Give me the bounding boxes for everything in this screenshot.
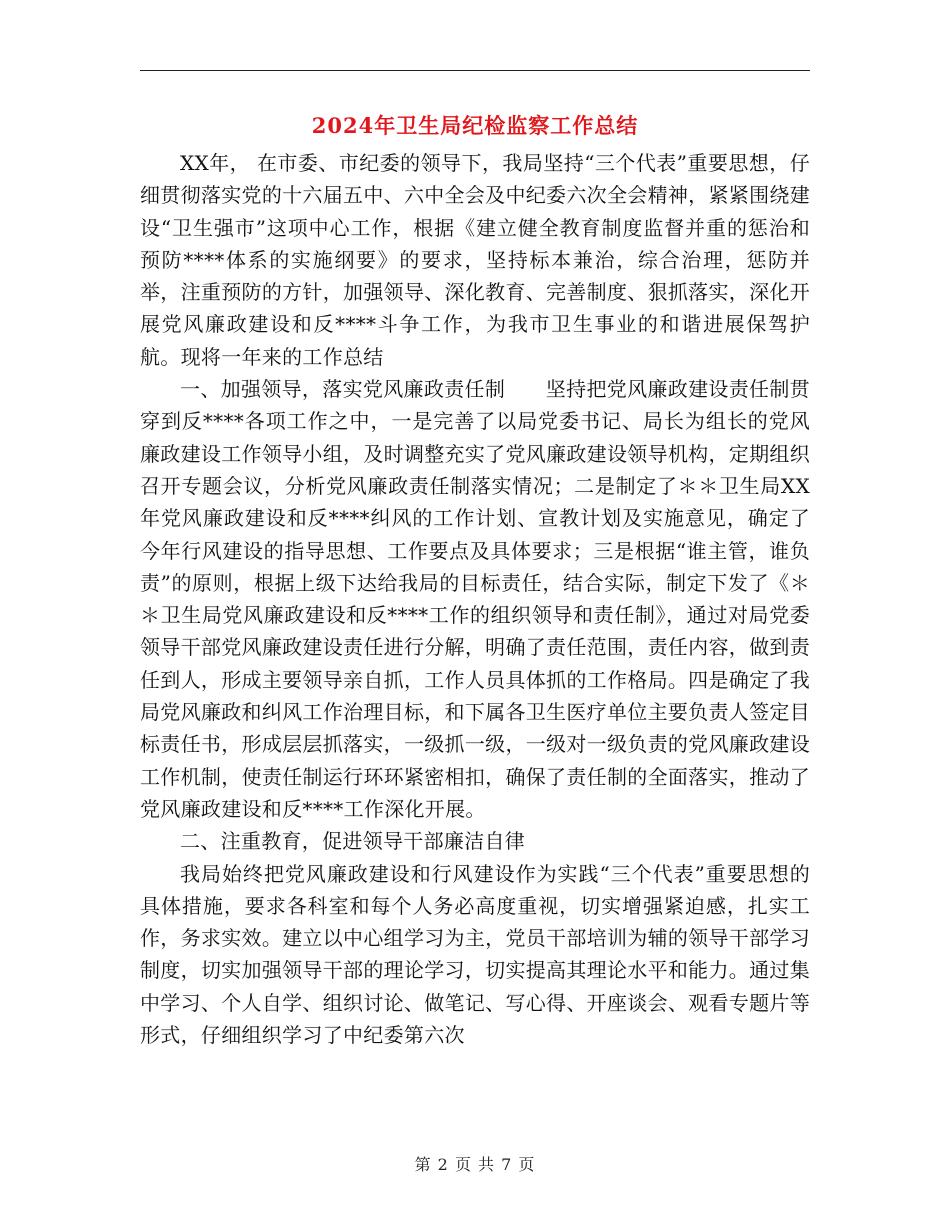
document-title: 2024年卫生局纪检监察工作总结 xyxy=(311,113,639,138)
paragraph-intro: XX年， 在市委、市纪委的领导下，我局坚持“三个代表”重要思想，仔细贯彻落实党的十六届五中、六中全会及中纪委六次全会精神，紧紧围绕建设“卫生强市”这项中心工作，根据《建立健全教育制度监督并重的惩治和预防****体系的实施纲要》的要求，坚持标本兼治，综合治理，惩防并举，注重预防的方针，加强领导、深化教育、完善制度、狠抓落实，深化开展党风廉政建设和反****斗争工作，为我市卫生事业的和谐进展保驾护航。现将一年来的工作总结 xyxy=(140,151,810,369)
paragraph-section-1: 一、加强领导，落实党风廉政责任制 坚持把党风廉政建设责任制贯穿到反****各项工作之中，一是完善了以局党委书记、局长为组长的党风廉政建设工作领导小组，及时调整充实了党风廉政建设领导机构，定期组织召开专题会议，分析党风廉政责任制落实情况；二是制定了＊＊卫生局XX年党风廉政建设和反****纠风的工作计划、宣教计划及实施意见，确定了今年行风建设的指导思想、工作要点及具体要求；三是根据“谁主管，谁负责”的原则，根据上级下达给我局的目标责任，结合实际，制定下发了《＊＊卫生局党风廉政建设和反****工作的组织领导和责任制》，通过对局党委领导干部党风廉政建设责任进行分解，明确了责任范围，责任内容，做到责任到人，形成主要领导亲自抓，工作人员具体抓的工作格局。四是确定了我局党风廉政和纠风工作治理目标，和下属各卫生医疗单位主要负责人签定目标责任书，形成层层抓落实，一级抓一级，一级对一级负责的党风廉政建设工作机制，使责任制运行环环紧密相扣，确保了责任制的全面落实，推动了党风廉政建设和反****工作深化开展。 xyxy=(140,377,810,821)
document-body xyxy=(140,147,810,1051)
section-heading-2: 二、注重教育，促进领导干部廉洁自律 xyxy=(180,829,526,854)
paragraph-section-2: 我局始终把党风廉政建设和行风建设作为实践“三个代表”重要思想的具体措施，要求各科室和每个人务必高度重视，切实增强紧迫感，扎实工作，务求实效。建立以中心组学习为主，党员干部培训为辅的领导干部学习制度，切实加强领导干部的理论学习，切实提高其理论水平和能力。通过集中学习、个人自学、组织讨论、做笔记、写心得、开座谈会、观看专题片等形式，仔细组织学习了中纪委第六次 xyxy=(140,861,810,1048)
header-rule xyxy=(140,70,810,71)
page-footer: 第 2 页 共 7 页 xyxy=(414,1155,536,1174)
